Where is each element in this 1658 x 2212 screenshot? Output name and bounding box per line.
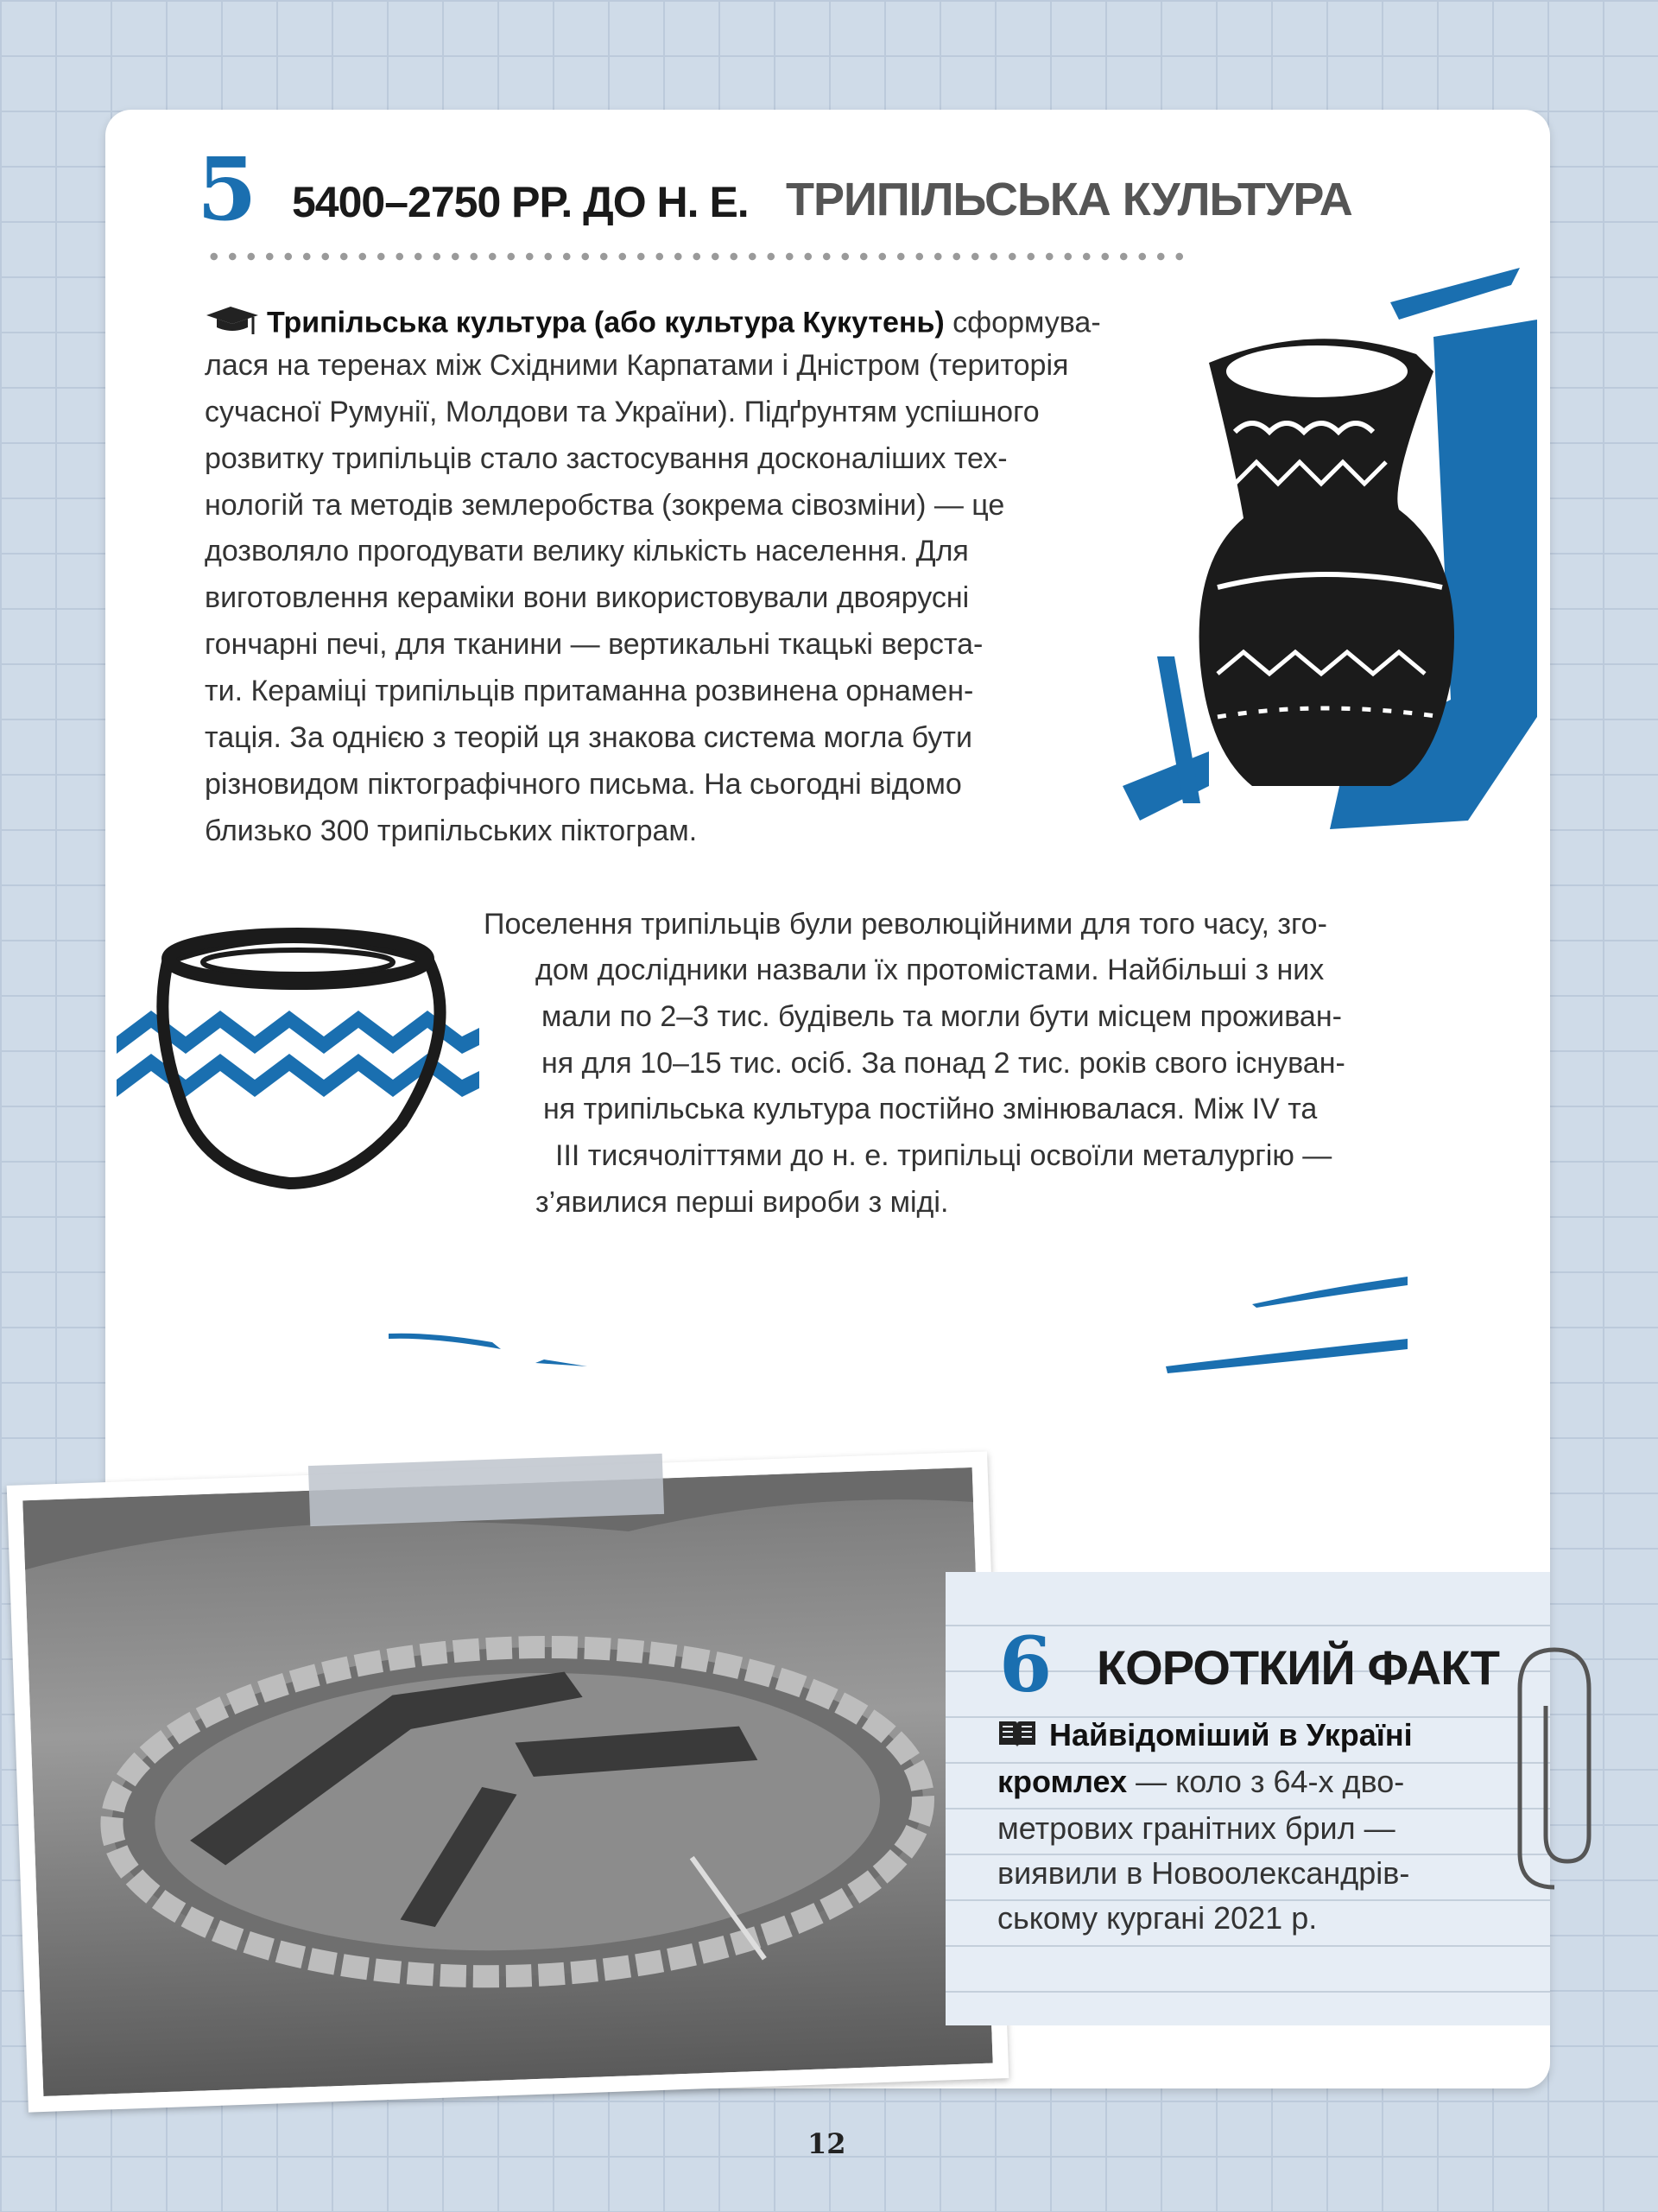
- section-title: ТРИПІЛЬСЬКА КУЛЬТУРА: [786, 174, 1352, 225]
- paragraph-1-first-line: [205, 303, 1101, 345]
- text-line: лася на теренах між Східними Карпатами і Дністром (територія: [205, 349, 1069, 382]
- text-line: III тисячоліттями до н. е. трипільці освоїли металургію —: [555, 1139, 1332, 1172]
- text-line: з’явилися перші вироби з міді.: [535, 1186, 949, 1219]
- fact-number: 6: [999, 1619, 1053, 1709]
- brush-strokes-decoration: [380, 1270, 1416, 1382]
- text-line: виготовлення кераміки вони використовували двоярусні: [205, 581, 970, 614]
- text-line: близько 300 трипільських піктограм.: [205, 814, 698, 847]
- text-line: розвитку трипільців стало застосування досконаліших тех-: [205, 442, 1008, 475]
- graduation-cap-icon: [205, 303, 267, 345]
- paperclip-icon: [1503, 1637, 1598, 1905]
- text-line: Поселення трипільців були революційними для того часу, зго-: [484, 908, 1327, 941]
- fact-term: кромлех: [997, 1764, 1128, 1799]
- page-number: 12: [807, 2127, 846, 2160]
- text-line: ти. Кераміці трипільців притаманна розвинена орнамен-: [205, 675, 974, 707]
- text: сформува-: [944, 306, 1101, 339]
- trypillia-vase-illustration: [1105, 268, 1537, 838]
- fact-line: [997, 1764, 1404, 1800]
- fact-line: метрових гранітних брил —: [997, 1810, 1395, 1846]
- trypillia-pot-illustration: [117, 924, 514, 1192]
- open-book-icon: [997, 1718, 1037, 1757]
- text-line: ня для 10–15 тис. осіб. За понад 2 тис. років свого існуван-: [541, 1047, 1345, 1080]
- text-line: дом дослідники назвали їх протомістами. Найбільші з них: [535, 954, 1325, 986]
- tape-strip: [308, 1454, 664, 1526]
- short-fact-card: [946, 1572, 1550, 2025]
- text-line: сучасної Румунії, Молдови та України). Підґрунтям успішного: [205, 396, 1040, 428]
- text: — коло з 64-х дво-: [1127, 1764, 1405, 1799]
- fact-line: [997, 1717, 1413, 1757]
- dotted-divider: [205, 252, 1192, 261]
- text-line: тація. За однією з теорій ця знакова система могла бути: [205, 721, 972, 754]
- text-line: гончарні печі, для тканини — вертикальні ткацькі верста-: [205, 628, 984, 661]
- fact-line: ському кургані 2021 р.: [997, 1900, 1318, 1936]
- text-line: дозволяло прогодувати велику кількість населення. Для: [205, 535, 969, 567]
- text-line: мали по 2–3 тис. будівель та могли бути місцем проживан-: [541, 1000, 1342, 1033]
- cromlech-photo: [7, 1451, 1009, 2112]
- text-line: ня трипільська культура постійно змінювалася. Між IV та: [543, 1093, 1318, 1125]
- fact-line: виявили в Новоолександрів-: [997, 1855, 1410, 1891]
- fact-title: КОРОТКИЙ ФАКТ: [1097, 1640, 1499, 1695]
- excavation-photo-image: [22, 1467, 992, 2096]
- text-line: різновидом піктографічного письма. На сьогодні відомо: [205, 768, 962, 801]
- fact-bold-text: Найвідоміший в Україні: [1049, 1717, 1413, 1752]
- section-number: 5: [197, 138, 257, 240]
- term-bold: Трипільська культура (або культура Кукутень): [267, 306, 945, 339]
- section-dates: 5400–2750 РР. ДО Н. Е.: [292, 178, 749, 226]
- text-line: нологій та методів землеробства (зокрема сівозміни) — це: [205, 489, 1005, 522]
